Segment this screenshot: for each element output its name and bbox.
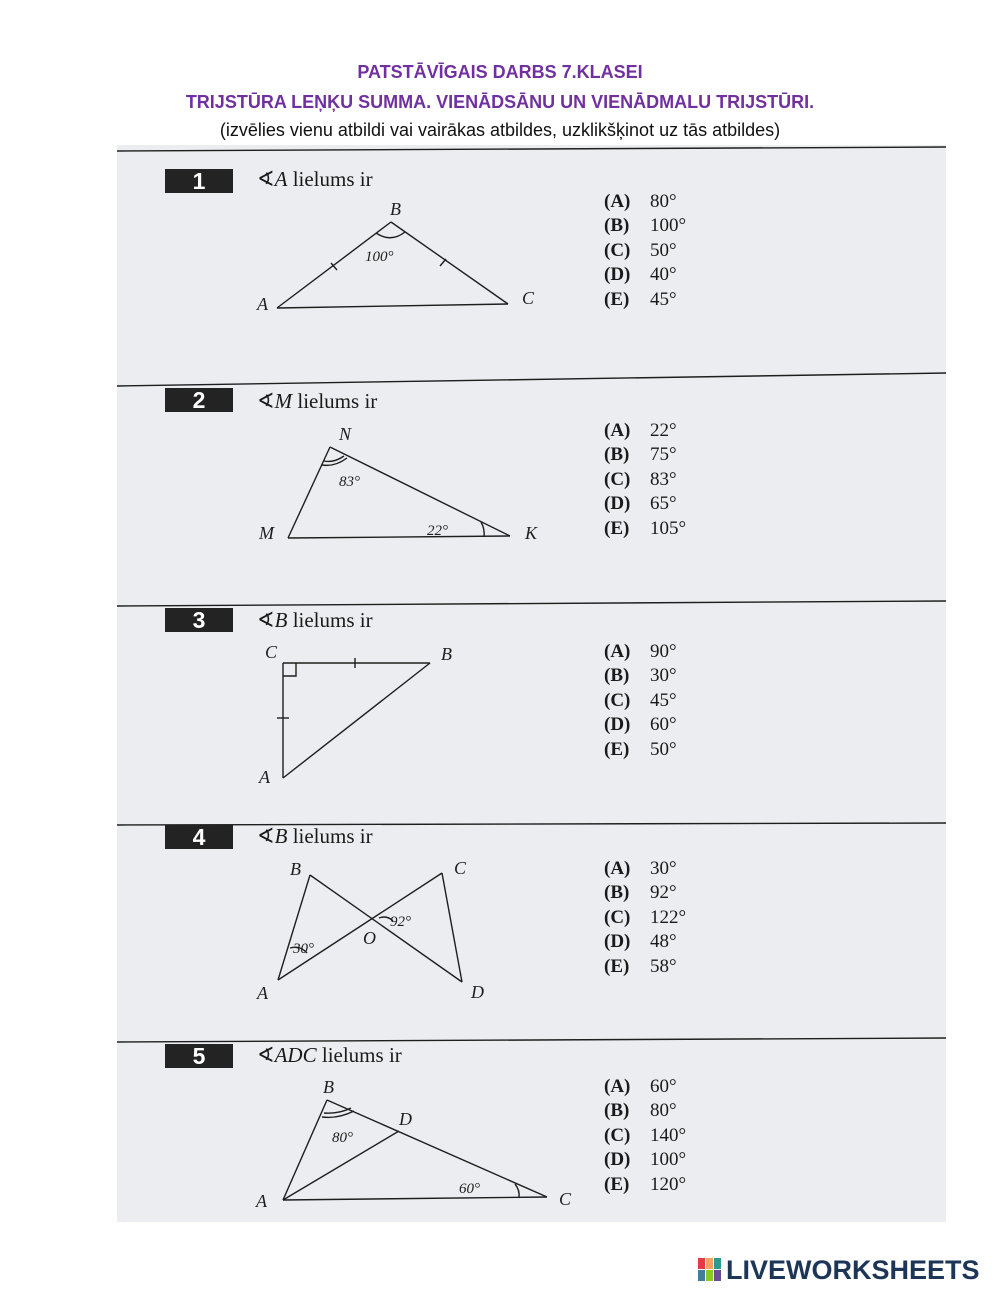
answer-option[interactable]: (E) 50° — [604, 738, 677, 760]
prompt-variable: A — [274, 167, 288, 191]
prompt-text: lielums ir — [292, 389, 378, 413]
answer-option[interactable]: (E) 105° — [604, 517, 687, 539]
instruction-text: (izvēlies vienu atbildi vai vairākas atbildes, uzklikšķinot uz tās atbildes) — [219, 120, 781, 140]
question-number-badge: 4 — [165, 825, 233, 849]
answer-option[interactable]: (A) 80° — [604, 191, 677, 212]
vertex-label: D — [399, 1109, 412, 1129]
vertex-label: C — [265, 642, 278, 662]
angle-icon: ∢ — [257, 1043, 275, 1067]
angle-label: 100° — [365, 249, 394, 265]
question-number-badge: 2 — [165, 388, 233, 412]
prompt-text: lielums ir — [316, 1043, 402, 1067]
prompt-variable: ADC — [274, 1043, 317, 1067]
answer-options — [604, 190, 686, 312]
vertex-label: A — [257, 983, 268, 1003]
separator-line — [117, 601, 946, 606]
answer-option[interactable]: (A) 30° — [604, 858, 677, 879]
vertex-label: O — [363, 928, 376, 948]
angle-icon: ∢ — [257, 608, 275, 632]
angle-label: 92° — [390, 914, 411, 930]
prompt-text: lielums ir — [287, 608, 373, 632]
prompt-text: lielums ir — [287, 824, 373, 848]
answer-option[interactable]: (E) 120° — [604, 1173, 687, 1195]
answer-option[interactable]: (B) 92° — [604, 882, 677, 904]
prompt-variable: B — [274, 608, 288, 632]
answer-option[interactable]: (D) 100° — [604, 1149, 687, 1171]
prompt-variable: B — [274, 824, 288, 848]
separator-line — [117, 147, 946, 151]
answer-option[interactable]: (E) 58° — [604, 955, 677, 977]
page-title: PATSTĀVĪGAIS DARBS 7.KLASEI — [357, 62, 643, 82]
question-number-badge: 1 — [165, 169, 233, 193]
vertex-label: C — [454, 858, 467, 878]
vertex-label: A — [257, 294, 268, 314]
answer-option[interactable]: (C) 50° — [604, 239, 677, 261]
vertex-label: B — [323, 1077, 334, 1097]
vertex-label: N — [339, 424, 352, 444]
answer-option[interactable]: (C) 83° — [604, 468, 677, 490]
answer-option[interactable]: (D) 60° — [604, 714, 677, 736]
answer-options — [604, 419, 686, 541]
page-subtitle: TRIJSTŪRA LEŅĶU SUMMA. VIENĀDSĀNU UN VIENĀDMALU TRIJSTŪRI. — [185, 92, 815, 112]
question-prompt — [257, 167, 373, 192]
vertex-label: K — [525, 523, 538, 543]
triangle-mnk-figure — [288, 447, 510, 538]
angle-icon: ∢ — [257, 167, 275, 191]
angle-label: 83° — [339, 474, 360, 490]
question-number-badge: 5 — [165, 1044, 233, 1068]
vertex-label: B — [441, 644, 452, 664]
answer-option[interactable]: (A) 22° — [604, 420, 677, 441]
answer-option[interactable]: (B) 100° — [604, 215, 687, 237]
question-prompt — [257, 1043, 402, 1068]
answer-option[interactable]: (C) 140° — [604, 1124, 687, 1146]
vertex-label: C — [559, 1189, 572, 1209]
right-triangle-figure — [277, 658, 430, 778]
vertex-label: A — [256, 1191, 267, 1211]
angle-label: 60° — [459, 1181, 480, 1197]
vertex-label: A — [259, 767, 270, 787]
worksheet-photo — [117, 145, 946, 1222]
answer-option[interactable]: (D) 48° — [604, 931, 677, 953]
answer-options — [604, 640, 677, 762]
answer-option[interactable]: (D) 40° — [604, 264, 677, 286]
answer-options — [604, 1075, 686, 1197]
answer-option[interactable]: (E) 45° — [604, 288, 677, 310]
answer-option[interactable]: (C) 122° — [604, 906, 687, 928]
answer-option[interactable]: (C) 45° — [604, 689, 677, 711]
prompt-variable: M — [274, 389, 293, 413]
answer-option[interactable]: (B) 80° — [604, 1100, 677, 1122]
question-number-badge: 3 — [165, 608, 233, 632]
angle-label: 30° — [293, 941, 314, 957]
question-prompt — [257, 389, 377, 414]
angle-icon: ∢ — [257, 824, 275, 848]
angle-icon: ∢ — [257, 389, 275, 413]
prompt-text: lielums ir — [287, 167, 373, 191]
answer-options — [604, 857, 686, 979]
vertex-label: C — [522, 288, 535, 308]
separator-line — [117, 1038, 946, 1042]
vertex-label: B — [290, 859, 301, 879]
triangle-abc-cevian-figure — [283, 1100, 547, 1200]
angle-label: 80° — [332, 1130, 353, 1146]
answer-option[interactable]: (B) 30° — [604, 665, 677, 687]
answer-option[interactable]: (A) 60° — [604, 1076, 677, 1097]
logo-blocks-icon — [698, 1258, 722, 1282]
answer-option[interactable]: (B) 75° — [604, 444, 677, 466]
separator-line — [117, 823, 946, 825]
logo-text: LIVEWORKSHEETS — [726, 1254, 980, 1285]
question-prompt — [257, 824, 373, 849]
answer-option[interactable]: (A) 90° — [604, 641, 677, 662]
separator-line — [117, 373, 946, 386]
vertex-label: M — [259, 523, 274, 543]
triangle-abc-figure — [277, 222, 508, 308]
liveworksheets-logo — [698, 1256, 980, 1284]
figures-layer — [117, 145, 946, 1222]
answer-option[interactable]: (D) 65° — [604, 493, 677, 515]
question-prompt — [257, 608, 373, 633]
vertex-label: B — [390, 199, 401, 219]
vertex-label: D — [471, 982, 484, 1002]
angle-label: 22° — [427, 523, 448, 539]
